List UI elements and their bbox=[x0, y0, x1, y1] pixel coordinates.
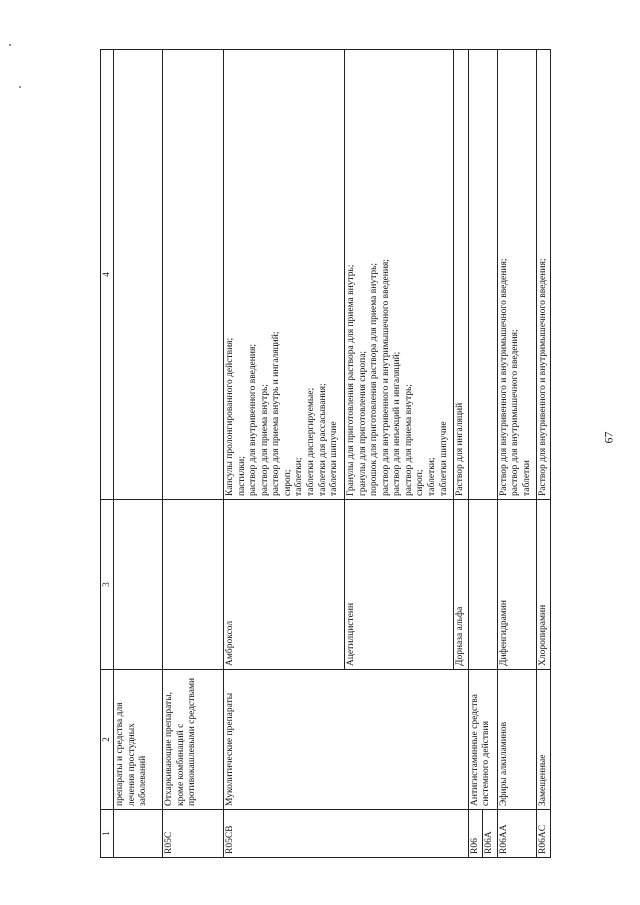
table-row bbox=[468, 50, 483, 858]
atc-code: R05CB bbox=[224, 810, 469, 858]
atc-code: R06A bbox=[483, 810, 498, 858]
drug-name: Ацетилцистеин bbox=[345, 500, 454, 670]
atc-code: R05C bbox=[163, 810, 224, 858]
dosage-form: гранулы для приготовления сиропа; bbox=[357, 350, 368, 496]
dosage-form: таблетки диспергируемые; bbox=[306, 387, 317, 496]
medication-table bbox=[100, 49, 551, 858]
atc-group: Антигистаминные средства системного действия bbox=[468, 670, 497, 810]
dosage-form: таблетки bbox=[521, 460, 532, 496]
atc-code bbox=[114, 810, 163, 858]
drug-name: Амброксол bbox=[224, 500, 345, 670]
dosage-form: таблетки шипучие bbox=[329, 421, 340, 496]
scan-speck bbox=[19, 86, 21, 88]
dosage-form: таблетки шипучие bbox=[438, 421, 449, 496]
dosage-form: раствор для инъекций и ингаляций; bbox=[392, 351, 403, 496]
column-number: 1 bbox=[101, 810, 114, 858]
dosage-form: таблетки; bbox=[427, 457, 438, 496]
dosage-form: Раствор для внутривенного и внутримышечного введения; bbox=[498, 258, 509, 496]
dosage-form: раствор для внутривенного и внутримышечного введения; bbox=[380, 259, 391, 496]
atc-group: препараты и средства для лечения простудных заболеваний bbox=[114, 670, 163, 810]
drug-cell bbox=[114, 500, 163, 670]
dosage-form: раствор для приема внутрь; bbox=[403, 384, 414, 496]
dosage-form: таблетки; bbox=[294, 457, 305, 496]
table-row bbox=[536, 50, 551, 858]
drug-cell bbox=[468, 500, 497, 670]
drug-name: Дифенгидрамин bbox=[497, 500, 536, 670]
dosage-form: Раствор для внутривенного и внутримышечного введения; bbox=[537, 258, 548, 496]
scan-speck bbox=[9, 44, 11, 46]
dosage-form: раствор для внутримышечного введения; bbox=[510, 329, 521, 496]
rotated-table-container bbox=[100, 50, 588, 858]
atc-group: Муколитические препараты bbox=[224, 670, 469, 810]
forms-cell bbox=[163, 50, 224, 500]
column-number-row bbox=[101, 50, 114, 858]
atc-group: Замещенные bbox=[536, 670, 551, 810]
column-number: 2 bbox=[101, 670, 114, 810]
table-row bbox=[114, 50, 163, 858]
drug-name: Хлоропирамин bbox=[536, 500, 551, 670]
column-number: 4 bbox=[101, 50, 114, 500]
atc-group: Эфиры алкиламинов bbox=[497, 670, 536, 810]
dosage-form: порошок для приготовления раствора для приема внутрь; bbox=[369, 262, 380, 496]
forms-cell bbox=[468, 50, 497, 500]
forms-cell bbox=[114, 50, 163, 500]
table-row bbox=[224, 50, 345, 858]
atc-code: R06AA bbox=[497, 810, 536, 858]
dosage-forms bbox=[536, 50, 551, 500]
table-row bbox=[497, 50, 536, 858]
dosage-form: Гранулы для приготовления раствора для приема внутрь; bbox=[346, 264, 356, 496]
drug-cell bbox=[163, 500, 224, 670]
atc-code: R06 bbox=[468, 810, 483, 858]
drug-name: Дорназа альфа bbox=[454, 500, 469, 670]
column-number: 3 bbox=[101, 500, 114, 670]
table-row bbox=[163, 50, 224, 858]
dosage-form: раствор для приема внутрь; bbox=[259, 384, 270, 496]
dosage-form: таблетки для рассасывания; bbox=[317, 383, 328, 496]
dosage-forms bbox=[345, 50, 454, 500]
dosage-form: пастилки; bbox=[236, 456, 247, 496]
dosage-form: Раствор для ингаляций bbox=[455, 402, 465, 496]
atc-group: Отхаркивающие препараты, кроме комбинаций с противокашлевыми средствами bbox=[163, 670, 224, 810]
dosage-form: сироп; bbox=[282, 469, 293, 496]
dosage-form: Капсулы пролонгированного действия; bbox=[225, 337, 235, 496]
atc-code: R06AC bbox=[536, 810, 551, 858]
page-number: 67 bbox=[601, 431, 616, 444]
dosage-forms bbox=[224, 50, 345, 500]
dosage-forms bbox=[497, 50, 536, 500]
dosage-form: сироп; bbox=[415, 469, 426, 496]
dosage-form: раствор для внутривенного введения; bbox=[248, 344, 259, 496]
dosage-forms bbox=[454, 50, 469, 500]
dosage-form: раствор для приема внутрь и ингаляций; bbox=[271, 331, 282, 496]
